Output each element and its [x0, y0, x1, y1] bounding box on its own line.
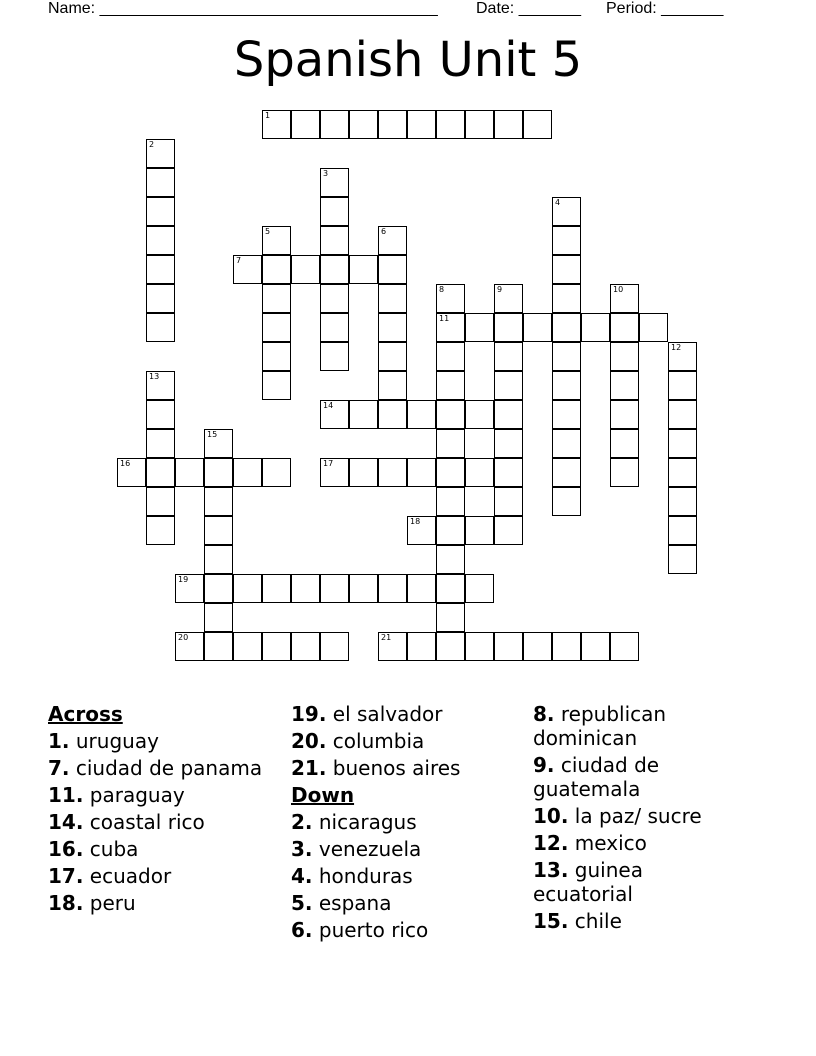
crossword-cell[interactable] [262, 110, 291, 139]
cell-number: 12 [671, 343, 682, 352]
clue-number: 10. [533, 804, 569, 828]
crossword-cell[interactable] [378, 313, 407, 342]
clue-section-heading: Across [48, 702, 123, 726]
crossword-cell[interactable] [320, 574, 349, 603]
clue-item [48, 837, 268, 861]
clue-item [291, 810, 521, 834]
clue-item [291, 702, 521, 726]
clue-text: guinea ecuatorial [533, 858, 643, 906]
crossword-cell[interactable] [175, 458, 204, 487]
crossword-cell[interactable] [146, 255, 175, 284]
crossword-cell[interactable] [610, 284, 639, 313]
crossword-cell[interactable] [146, 197, 175, 226]
cell-number: 4 [555, 198, 561, 207]
crossword-cell[interactable] [436, 371, 465, 400]
crossword-cell[interactable] [320, 458, 349, 487]
crossword-cell[interactable] [494, 371, 523, 400]
clue-item [48, 729, 268, 753]
crossword-cell[interactable] [378, 458, 407, 487]
clue-column-3 [533, 702, 733, 936]
clue-item [291, 729, 521, 753]
crossword-cell[interactable] [436, 284, 465, 313]
cell-number: 16 [120, 459, 131, 468]
clue-number: 1. [48, 729, 70, 753]
clue-text: uruguay [69, 729, 159, 753]
clue-text: buenos aires [326, 756, 461, 780]
clue-number: 17. [48, 864, 84, 888]
crossword-cell[interactable] [668, 458, 697, 487]
crossword-cell[interactable] [668, 516, 697, 545]
clue-item [533, 753, 733, 801]
crossword-cell[interactable] [146, 226, 175, 255]
crossword-cell[interactable] [436, 516, 465, 545]
crossword-cell[interactable] [175, 632, 204, 661]
crossword-cell[interactable] [668, 545, 697, 574]
crossword-cell[interactable] [407, 632, 436, 661]
clue-text: ecuador [83, 864, 172, 888]
crossword-cell[interactable] [668, 429, 697, 458]
crossword-cell[interactable] [610, 400, 639, 429]
crossword-cell[interactable] [146, 139, 175, 168]
crossword-cell[interactable] [436, 545, 465, 574]
crossword-cell[interactable] [320, 632, 349, 661]
crossword-cell[interactable] [146, 516, 175, 545]
crossword-cell[interactable] [204, 429, 233, 458]
crossword-cell[interactable] [465, 574, 494, 603]
cell-number: 9 [497, 285, 503, 294]
crossword-cell[interactable] [552, 313, 581, 342]
crossword-cell[interactable] [668, 400, 697, 429]
crossword-cell[interactable] [610, 313, 639, 342]
crossword-cell[interactable] [349, 458, 378, 487]
crossword-cell[interactable] [291, 110, 320, 139]
cell-number: 5 [265, 227, 271, 236]
crossword-cell[interactable] [407, 574, 436, 603]
cell-number: 21 [381, 633, 392, 642]
cell-number: 7 [236, 256, 242, 265]
crossword-cell[interactable] [494, 284, 523, 313]
crossword-cell[interactable] [320, 226, 349, 255]
crossword-cell[interactable] [436, 313, 465, 342]
crossword-cell[interactable] [320, 168, 349, 197]
clue-number: 3. [291, 837, 313, 861]
crossword-cell[interactable] [581, 313, 610, 342]
crossword-cell[interactable] [175, 574, 204, 603]
crossword-cell[interactable] [146, 284, 175, 313]
crossword-cell[interactable] [233, 255, 262, 284]
crossword-cell[interactable] [146, 371, 175, 400]
crossword-cell[interactable] [494, 458, 523, 487]
crossword-cell[interactable] [552, 197, 581, 226]
crossword-cell[interactable] [262, 284, 291, 313]
date-field[interactable]: Date: _______ [476, 0, 581, 17]
crossword-cell[interactable] [146, 168, 175, 197]
clue-number: 4. [291, 864, 313, 888]
clue-item [48, 783, 268, 807]
crossword-cell[interactable] [552, 371, 581, 400]
clue-text: venezuela [312, 837, 422, 861]
clue-item [533, 858, 733, 906]
crossword-cell[interactable] [436, 110, 465, 139]
crossword-cell[interactable] [146, 458, 175, 487]
crossword-cell[interactable] [204, 487, 233, 516]
clue-item [533, 909, 733, 933]
crossword-cell[interactable] [262, 632, 291, 661]
clue-column-2 [291, 702, 521, 945]
crossword-cell[interactable] [436, 342, 465, 371]
crossword-cell[interactable] [610, 429, 639, 458]
crossword-cell[interactable] [465, 313, 494, 342]
crossword-cell[interactable] [494, 632, 523, 661]
clue-text: chile [568, 909, 622, 933]
crossword-cell[interactable] [320, 110, 349, 139]
crossword-cell[interactable] [494, 487, 523, 516]
cell-number: 18 [410, 517, 421, 526]
crossword-cell[interactable] [233, 458, 262, 487]
clue-item [291, 891, 521, 915]
crossword-cell[interactable] [552, 429, 581, 458]
crossword-cell[interactable] [204, 458, 233, 487]
crossword-cell[interactable] [262, 255, 291, 284]
crossword-cell[interactable] [349, 255, 378, 284]
clue-item [533, 831, 733, 855]
crossword-cell[interactable] [668, 342, 697, 371]
crossword-cell[interactable] [262, 371, 291, 400]
crossword-cell[interactable] [262, 313, 291, 342]
clue-item [48, 756, 268, 780]
crossword-cell[interactable] [465, 110, 494, 139]
crossword-cell[interactable] [204, 545, 233, 574]
clue-text: cuba [83, 837, 139, 861]
crossword-cell[interactable] [552, 400, 581, 429]
crossword-cell[interactable] [552, 342, 581, 371]
crossword-cell[interactable] [378, 400, 407, 429]
crossword-cell[interactable] [146, 429, 175, 458]
cell-number: 15 [207, 430, 218, 439]
cell-number: 8 [439, 285, 445, 294]
cell-number: 19 [178, 575, 189, 584]
clue-number: 2. [291, 810, 313, 834]
crossword-cell[interactable] [378, 284, 407, 313]
clue-number: 12. [533, 831, 569, 855]
crossword-cell[interactable] [465, 632, 494, 661]
crossword-cell[interactable] [494, 110, 523, 139]
clue-number: 6. [291, 918, 313, 942]
clue-text: peru [83, 891, 136, 915]
crossword-cell[interactable] [552, 632, 581, 661]
crossword-cell[interactable] [349, 574, 378, 603]
crossword-cell[interactable] [320, 313, 349, 342]
crossword-cell[interactable] [291, 574, 320, 603]
clue-item [533, 702, 733, 750]
crossword-cell[interactable] [262, 458, 291, 487]
crossword-cell[interactable] [494, 429, 523, 458]
crossword-cell[interactable] [117, 458, 146, 487]
clue-text: mexico [568, 831, 647, 855]
cell-number: 10 [613, 285, 624, 294]
crossword-cell[interactable] [291, 255, 320, 284]
crossword-cell[interactable] [668, 371, 697, 400]
clue-number: 5. [291, 891, 313, 915]
clue-text: honduras [312, 864, 413, 888]
crossword-cell[interactable] [204, 632, 233, 661]
crossword-cell[interactable] [552, 284, 581, 313]
clue-item [291, 918, 521, 942]
clue-text: columbia [326, 729, 425, 753]
cell-number: 20 [178, 633, 189, 642]
crossword-cell[interactable] [552, 458, 581, 487]
clue-number: 11. [48, 783, 84, 807]
cell-number: 1 [265, 111, 271, 120]
crossword-cell[interactable] [436, 487, 465, 516]
crossword-cell[interactable] [320, 284, 349, 313]
clue-number: 8. [533, 702, 555, 726]
crossword-cell[interactable] [378, 342, 407, 371]
crossword-cell[interactable] [436, 632, 465, 661]
crossword-cell[interactable] [349, 110, 378, 139]
crossword-cell[interactable] [494, 400, 523, 429]
crossword-cell[interactable] [494, 342, 523, 371]
clue-number: 9. [533, 753, 555, 777]
crossword-cell[interactable] [465, 516, 494, 545]
crossword-cell[interactable] [378, 255, 407, 284]
crossword-cell[interactable] [262, 226, 291, 255]
crossword-cell[interactable] [465, 400, 494, 429]
crossword-cell[interactable] [233, 632, 262, 661]
crossword-cell[interactable] [523, 110, 552, 139]
clue-item [291, 756, 521, 780]
clue-text: ciudad de guatemala [533, 753, 660, 801]
clue-item [48, 810, 268, 834]
crossword-cell[interactable] [581, 632, 610, 661]
period-field[interactable]: Period: _______ [606, 0, 724, 17]
crossword-cell[interactable] [552, 255, 581, 284]
clue-text: nicaragus [312, 810, 417, 834]
clue-text: espana [312, 891, 392, 915]
clue-number: 21. [291, 756, 327, 780]
crossword-cell[interactable] [378, 632, 407, 661]
crossword-cell[interactable] [668, 487, 697, 516]
crossword-cell[interactable] [262, 574, 291, 603]
crossword-cell[interactable] [320, 255, 349, 284]
clue-text: el salvador [326, 702, 443, 726]
crossword-cell[interactable] [146, 400, 175, 429]
cell-number: 11 [439, 314, 450, 323]
clue-number: 19. [291, 702, 327, 726]
crossword-cell[interactable] [146, 487, 175, 516]
clue-number: 7. [48, 756, 70, 780]
crossword-cell[interactable] [494, 516, 523, 545]
cell-number: 3 [323, 169, 329, 178]
crossword-cell[interactable] [610, 371, 639, 400]
crossword-cell[interactable] [204, 603, 233, 632]
crossword-cell[interactable] [378, 371, 407, 400]
crossword-cell[interactable] [378, 226, 407, 255]
crossword-cell[interactable] [523, 313, 552, 342]
clue-item [48, 891, 268, 915]
crossword-cell[interactable] [204, 574, 233, 603]
crossword-cell[interactable] [436, 429, 465, 458]
crossword-cell[interactable] [465, 458, 494, 487]
name-field[interactable]: Name: ______________________________________ [48, 0, 438, 17]
crossword-cell[interactable] [639, 313, 668, 342]
cell-number: 13 [149, 372, 160, 381]
crossword-cell[interactable] [407, 516, 436, 545]
clue-text: paraguay [83, 783, 185, 807]
crossword-cell[interactable] [320, 197, 349, 226]
clue-text: la paz/ sucre [568, 804, 702, 828]
clue-text: republican dominican [533, 702, 667, 750]
cell-number: 14 [323, 401, 334, 410]
crossword-cell[interactable] [436, 400, 465, 429]
crossword-cell[interactable] [610, 458, 639, 487]
crossword-cell[interactable] [349, 400, 378, 429]
clue-item [291, 864, 521, 888]
crossword-cell[interactable] [146, 313, 175, 342]
crossword-cell[interactable] [407, 458, 436, 487]
page-title: Spanish Unit 5 [233, 32, 583, 88]
crossword-cell[interactable] [378, 110, 407, 139]
crossword-cell[interactable] [436, 574, 465, 603]
clue-item [48, 864, 268, 888]
crossword-cell[interactable] [320, 342, 349, 371]
crossword-cell[interactable] [436, 458, 465, 487]
crossword-cell[interactable] [233, 574, 262, 603]
crossword-cell[interactable] [291, 632, 320, 661]
clue-column-1 [48, 702, 268, 918]
clue-number: 13. [533, 858, 569, 882]
clue-item [291, 837, 521, 861]
crossword-cell[interactable] [378, 574, 407, 603]
crossword-cell[interactable] [610, 342, 639, 371]
crossword-cell[interactable] [204, 516, 233, 545]
crossword-cell[interactable] [552, 226, 581, 255]
clue-item [533, 804, 733, 828]
crossword-cell[interactable] [523, 632, 552, 661]
clue-number: 16. [48, 837, 84, 861]
clue-number: 20. [291, 729, 327, 753]
crossword-cell[interactable] [494, 313, 523, 342]
crossword-cell[interactable] [552, 487, 581, 516]
crossword-cell[interactable] [320, 400, 349, 429]
clue-text: coastal rico [83, 810, 205, 834]
cell-number: 6 [381, 227, 387, 236]
crossword-cell[interactable] [407, 110, 436, 139]
clue-number: 14. [48, 810, 84, 834]
cell-number: 17 [323, 459, 334, 468]
clue-text: ciudad de panama [69, 756, 263, 780]
clue-number: 18. [48, 891, 84, 915]
clue-section-heading: Down [291, 783, 355, 807]
clue-number: 15. [533, 909, 569, 933]
crossword-cell[interactable] [610, 632, 639, 661]
crossword-cell[interactable] [262, 342, 291, 371]
crossword-cell[interactable] [436, 603, 465, 632]
cell-number: 2 [149, 140, 155, 149]
clue-text: puerto rico [312, 918, 429, 942]
crossword-cell[interactable] [407, 400, 436, 429]
